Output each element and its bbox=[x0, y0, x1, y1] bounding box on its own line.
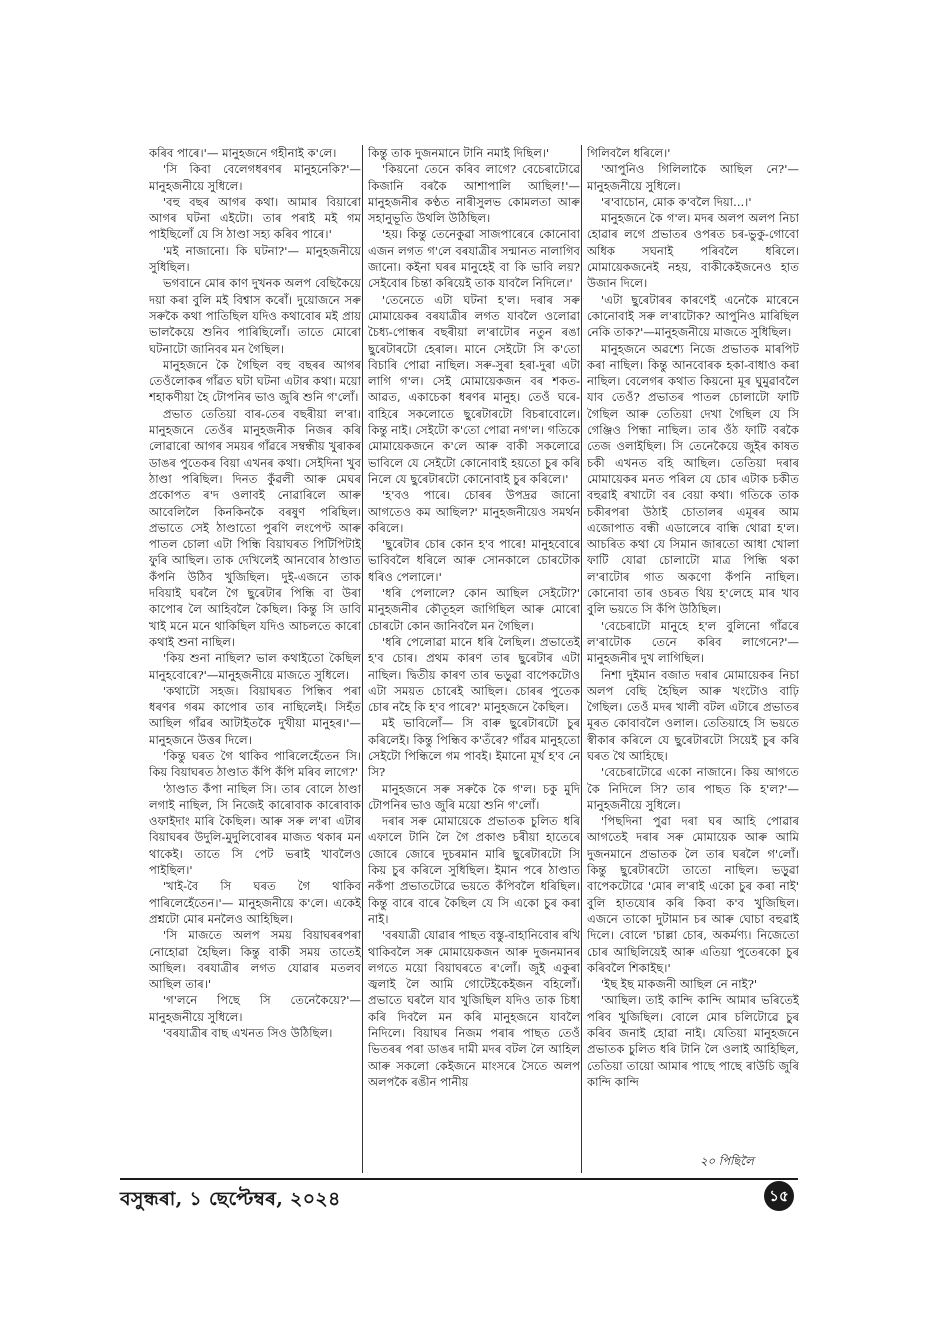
issue-date: ১ ছেপ্টেম্বৰ, ২০২৪ bbox=[189, 1188, 341, 1210]
paragraph: 'মই নাজানো। কি ঘটনা?'— মানুহজনীয়ে সুধিছিল। bbox=[149, 243, 361, 275]
paragraph: 'কিয় শুনা নাছিল? ভাল কথাইতো কৈছিল মানুহবোৰে?'—মানুহজনীয়ে মাজতে সুধিলে। bbox=[149, 651, 361, 682]
paragraph: 'পিছদিনা পুৱা দৰা ঘৰ আহি পোৱাৰ আগতেই দৰাৰ সৰু মোমায়েক আৰু আমি দুজনমানে প্ৰভাতক লৈ তাৰ ঘৰলৈ গ'লোঁ। কিন্তু ছুৰেটাৰটো তাতো নাছিল। ভড়ুৱা বাপেকটোৱে 'মোৰ ল'ৰাই একো চুৰ কৰা নাই' বুলি হাতযোৰ কৰি কিবা ক'ব খুজিছিল। এজনে তাকো দুটামান চৰ আৰু ঘোচা বহুৱাই দিলে। বোলে 'চাল্লা চোৰ, অকৰ্মণ্য। নিজেতো চোৰ আছিলিয়েই আৰু এতিয়া পুতেৰকো চুৰ কৰিবলৈ শিকাইছ।' bbox=[587, 814, 799, 975]
continued-note: ২০ পিছিলৈ bbox=[700, 1154, 754, 1168]
paragraph: 'হয়। কিন্তু তেনেকুৱা সাজপাৰেৰে কোনোবা এজন লগত গ'লে বৰযাত্ৰীৰ সন্মানত নালাগিব জানো। কইনা ঘৰৰ মানুহেই বা কি ভাবি লয়? সেইবোৰ চিন্তা কৰিয়েই তাক যাবলৈ নিদিলে।' bbox=[368, 227, 580, 291]
text-column-1 bbox=[149, 145, 361, 1173]
footer-masthead bbox=[120, 1185, 341, 1217]
column-divider bbox=[362, 145, 363, 1173]
paragraph: মই ভাবিলোঁ— সি বাৰু ছুৰেটাৰটো চুৰ কৰিলেই। কিন্তু পিন্ধিব ক'তঁৰে? গাঁৱৰ মানুহতো সেইটো পিন্ধিলে গম পাবই। ইমানো মূৰ্খ হ'ব নে সি? bbox=[368, 716, 580, 780]
paragraph: 'এটা ছুৰেটাৰৰ কাৰণেই এনেকৈ মাৰেনে কোনোবাই সৰু ল'ৰাটোক? আপুনিও মাৰিছিল নেকি তাক?'—মানুহজনীয়ে মাজতে সুধিছিল। bbox=[587, 292, 799, 340]
paragraph: 'ইছ ইছ মাকজনী আছিল নে নাই?' bbox=[601, 977, 758, 992]
paragraph: 'বহু বছৰ আগৰ কথা। আমাৰ বিয়াৰো আগৰ ঘটনা এইটো। তাৰ পৰাই মই গম পাইছিলোঁ যে সি ঠাণ্ডা সহ্য কৰিব পাৰে।' bbox=[149, 194, 361, 242]
paragraph: 'ছুৰেটাৰ চোৰ কোন হ'ব পাৰে! মানুহবোৰে ভাবিবলৈ ধৰিলে আৰু সোনকালে চোৰটোক ধৰিও পেলালে।' bbox=[368, 537, 580, 584]
paragraph: কিন্তু তাক দুজনমানে টানি নমাই দিছিল।' bbox=[368, 146, 550, 160]
column-divider bbox=[581, 145, 582, 1173]
paragraph: কৰিব পাৰে।'— মানুহজনে গহীনাই ক'লে। bbox=[149, 146, 337, 160]
paragraph: 'কিন্তু ঘৰত গৈ থাকিব পাৰিলেহেঁতেন সি। কিয় বিয়াঘৰত ঠাণ্ডাত কঁপি কঁপি মৰিব লাগে?' bbox=[149, 748, 361, 780]
paragraph: 'আছিল। তাই কান্দি কান্দি আমাৰ ভৰিতেই পৰিব খুজিছিল। বোলে মোৰ চলিটোৱে চুৰ কৰিব জনাই হোৱা নাই। যেতিয়া মানুহজনে প্ৰভাতক চুলিত ধৰি টানি লৈ ওলাই আহিছিল, তেতিয়া তায়ো আমাৰ পাছে পাছে ৰাউচি জুৰি কান্দি কান্দি bbox=[587, 993, 799, 1089]
paragraph: নিশা দুইমান বজাত দৰাৰ মোমায়েকৰ নিচা অলপ বেছি হৈছিল আৰু খংটোও বাঢ়ি গৈছিল। তেওঁ মদৰ খালী বটল এটাৰে প্ৰভাতৰ মূৰত কোবাবলৈ ওলাল। তেতিয়াহে সি ভয়তে স্বীকাৰ কৰিলে যে ছুৰেটাৰটো সিয়েই চুৰ কৰি ঘৰত থৈ আহিছে। bbox=[587, 667, 799, 763]
paragraph: 'গ'লনে পিছে সি তেনেকৈয়ে?'— মানুহজনীয়ে সুধিলে। bbox=[149, 993, 361, 1024]
paragraph: 'ঠাণ্ডাত কঁপা নাছিল সি। তাৰ বোলে ঠাণ্ডা লগাই নাছিল, সি নিজেই কাৰোবাক কাৰোবাক ওফাইদাং মাৰি কৈছিল। আৰু সৰু ল'ৰা এটাৰ বিয়াঘৰৰ উদুলি-মুদুলিবোৰৰ মাজত থকাৰ মন থাকেই। তাতে সি পেট ভৰাই খাবলৈও পাইছিল।' bbox=[149, 781, 361, 878]
paragraph: 'বেচেৰাটো মানুহে হ'ল বুলিনো গাঁৱৰে ল'ৰাটোক তেনে কৰিব লাগেনে?'— মানুহজনীৰ দুখ লাগিছিল। bbox=[587, 618, 799, 666]
paragraph: 'কিয়নো তেনে কৰিব লাগে? বেচেৰাটোৱে কিজানি বৰকৈ আশাপালি আছিল!'— মানুহজনীৰ কণ্ঠত নাৰীসুলভ কোমলতা আৰু সহানুভূতি উথলি উঠিছিল। bbox=[368, 162, 580, 226]
paragraph: ভগবানে মোৰ কাণ দুখনক অলপ বেছিকৈয়ে দয়া কৰা বুলি মই বিশ্বাস কৰোঁ। দুয়োজনে সৰু সৰুকৈ কথা পাতিছিল যদিও কথাবোৰ মই প্ৰায় ভালকৈয়ে শুনিব পাৰিছিলোঁ। তাতে মোৰো ঘটনাটো জানিবৰ মন গৈছিল। bbox=[149, 276, 361, 356]
paragraph: 'ধৰি পেলালে? কোন আছিল সেইটো?' মানুহজনীৰ কৌতূহল জাগিছিল আৰু মোৰো চোৰটো কোন জানিবলৈ মন গৈছিল। bbox=[368, 586, 580, 633]
paragraph: 'ধৰি পেলোৱা মানে ধৰি লৈছিল। প্ৰভাতেই হ'ব চোৰ। প্ৰথম কাৰণ তাৰ ছুৰেটাৰ এটা নাছিল। দ্বিতীয় কাৰণ তাৰ ভড়ুৱা বাপেকটোও এটা সময়ত চোৰেই আছিল। চোৰৰ পুতেক চোৰ নহৈ কি হ'ব পাৰে?' মানুহজনে কৈছিল। bbox=[368, 634, 580, 715]
paragraph: মানুহজনে সৰু সৰুকৈ কৈ গ'ল। চকু মুদি টোপনিৰ ভাও জুৰি ময়ো শুনি গ'লোঁ। bbox=[368, 781, 580, 812]
page-number: ১৫ bbox=[764, 1181, 794, 1211]
paragraph: 'সি মাজতে অলপ সময় বিয়াঘৰৰপৰা নোহোৱা হৈছিল। কিন্তু বাকী সময় তাতেই আছিল। বৰযাত্ৰীৰ লগত যোৱাৰ মতলব আছিল তাৰ।' bbox=[149, 928, 361, 992]
paragraph: মানুহজনে কৈ গৈছিল বহু বছৰৰ আগৰ তেওঁলোকৰ গাঁৱত ঘটা ঘটনা এটাৰ কথা। ময়ো শহাকণীয়া হৈ টোপনিৰ ভাও জুৰি শুনি গ'লোঁ। bbox=[149, 357, 361, 405]
text-column-2 bbox=[368, 145, 580, 1173]
paragraph: 'খাই-বৈ সি ঘৰত গৈ থাকিব পাৰিলেহেঁতেন।'— মানুহজনীয়ে ক'লে। একেই প্ৰশ্নটো মোৰ মনলৈও আহিছিল। bbox=[149, 879, 361, 926]
paragraph: 'কথাটো সহজ। বিয়াঘৰত পিন্ধিব পৰা ধৰণৰ গৰম কাপোৰ তাৰ নাছিলেই। সিহঁত আছিল গাঁৱৰ আটাইতকৈ দুখীয়া মানুহৰ।'— মানুহজনে উত্তৰ দিলে। bbox=[149, 683, 361, 747]
paragraph: মানুহজনে অৱশ্যে নিজে প্ৰভাতক মাৰপিট কৰা নাছিল। কিন্তু আনবোৰক হকা-বাধাও কৰা নাছিল। বেলেগৰ কথাত কিয়নো মূৰ ঘুমুৱাবলৈ যাব তেওঁ? প্ৰভাতৰ পাতল চোলাটো ফাটি গৈছিল আৰু তেতিয়া দেখা গৈছিল যে সি গেঞ্জিও পিন্ধা নাছিল। তাৰ ওঁঠ ফাটি বৰকৈ তেজ ওলাইছিল। সি তেনেকৈয়ে জুইৰ কাষত চকী এখনত বহি আছিল। তেতিয়া দৰাৰ মোমায়েকৰ মনত পৰিল যে চোৰ এটাক চকীত বহুৱাই ৰখাটো বৰ বেয়া কথা। গতিকে তাক চকীৰপৰা উঠাই চোতালৰ এমূৰৰ আম এজোপাত বন্ধী এডালেৰে বান্ধি থোৱা হ'ল। আচৰিত কথা যে সিমান জাৰতো আধা খোলা ফাটি যোৱা চোলাটো মাত্ৰ পিন্ধি থকা ল'ৰাটোৰ গাত অকণো কঁপনি নাছিল। কোনোবা তাৰ ওচৰত থিয় হ'লেহে মাৰ খাব বুলি ভয়তে সি কঁপি উঠিছিল। bbox=[587, 341, 799, 617]
paragraph: মানুহজনে কৈ গ'ল। মদৰ অলপ অলপ নিচা হোৱাৰ লগে প্ৰভাতৰ ওপৰত চৰ-ভুকু-গোবো অধিক সঘনাই পৰিবলৈ ধৰিলে। মোমায়েকজনেই নহয়, বাকীকেইজনেও হাত উজান দিলে। bbox=[587, 211, 799, 291]
paragraph: 'তেনেতে এটা ঘটনা হ'ল। দৰাৰ সৰু মোমায়েকৰ বৰযাত্ৰীৰ লগত যাবলৈ ওলোৱা চৈধ্য-পোন্ধৰ বছৰীয়া ল'ৰাটোৰ নতুন ৰঙা ছুৰেটাৰটো হেৰাল। মানে সেইটো সি ক'তো বিচাৰি পোৱা নাছিল। সৰু-সুৰা হৰা-দুৰা এটা লাগি গ'ল। সেই মোমায়েকজন বৰ শকত-আৱত, একাচেকা ধৰণৰ মানুহ। তেওঁ ঘৰে-বাহিৰে সকলোতে ছুৰেটাৰটো বিচৰাবোলে। কিন্তু নাই। সেইটো ক'তো পোৱা নগ'ল। গতিকে মোমায়েকজনে ক'লে আৰু বাকী সকলোৱে ভাবিলে যে সেইটো কোনোবাই হয়তো চুৰ কৰি নিলে যে ছুৰেটাৰটো কোনোবাই চুৰ কৰিলে।' bbox=[368, 292, 580, 486]
paragraph: দৰাৰ সৰু মোমায়েকে প্ৰভাতক চুলিত ধৰি এফালে টানি লৈ গৈ প্ৰকাণ্ড চৰীয়া হাতেৰে জোৰে জোৰে দুচৰমান মাৰি ছুৰেটাৰটো সি কিয় চুৰ কৰিলে সুধিছিল। ইমান পৰে ঠাণ্ডাত নকঁপা প্ৰভাতটোৱে ভয়তে কঁপিবলৈ ধৰিছিল। কিন্তু বাৰে বাৰে কৈছিল যে সি একো চুৰ কৰা নাই। bbox=[368, 814, 580, 926]
paragraph: 'বৰযাত্ৰী যোৱাৰ পাছত বস্তু-বাহানিবোৰ ৰখি থাকিবলৈ সৰু মোমায়েকজন আৰু দুজনমানৰ লগতে ময়ো বিয়াঘৰতে ৰ'লোঁ। জুই একুৰা জ্বলাই লৈ আমি গোটেইকেইজন বহিলোঁ। প্ৰভাতে ঘৰলৈ যাব খুজিছিল যদিও তাক চিধা কৰি দিবলৈ মন কৰি মানুহজনে যাবলৈ নিদিলে। বিয়াঘৰ নিজম পৰাৰ পাছত তেওঁ ভিতৰৰ পৰা ডাঙৰ দামী মদৰ বটল লৈ আহিল আৰু সকলো কেইজনে মাংসৰে সৈতে অলপ অলপকৈ ৰঙীন পানীয় bbox=[368, 928, 580, 1089]
paragraph: গিলিবলৈ ধৰিলে।' bbox=[587, 146, 671, 160]
paragraph: 'হ'বও পাৰে। চোৰৰ উপদ্ৰৱ জানো আগতেও কম আছিল?' মানুহজনীয়েও সমৰ্থন কৰিলে। bbox=[368, 488, 580, 535]
paragraph: 'ৰ'বাচোন, মোক ক'বলৈ দিয়া...।' bbox=[601, 194, 752, 209]
footer-rule bbox=[120, 1178, 798, 1180]
paragraph: 'সি কিবা বেলেগধৰণৰ মানুহনেকি?'— মানুহজনীয়ে সুধিলে। bbox=[149, 162, 361, 193]
magazine-name: বসুন্ধৰা, bbox=[120, 1188, 183, 1210]
paragraph: 'আপুনিও গিলিলাকৈ আছিল নে?'— মানুহজনীয়ে সুধিলে। bbox=[587, 162, 799, 193]
text-column-3 bbox=[587, 145, 799, 1173]
paragraph: প্ৰভাত তেতিয়া বাৰ-তেৰ বছৰীয়া ল'ৰা। মানুহজনে তেওঁৰ মানুহজনীক নিজৰ কৰি লোৱাৰো আগৰ সময়ৰ গাঁৱৰে সম্বন্ধীয় খুৰাকৰ ডাঙৰ পুতেকৰ বিয়া এখনৰ কথা। সেইদিনা খুব ঠাণ্ডা পৰিছিল। দিনত কুঁৱলী আৰু মেঘৰ প্ৰকোপত ৰ'দ ওলাবই নোৱাৰিলে আৰু আবেলিলৈ কিনকিনকৈ বৰষুণ পৰিছিল। প্ৰভাতে সেই ঠাণ্ডাতো পুৰণি লংপেণ্ট আৰু পাতল চোলা এটা পিন্ধি বিয়াঘৰত পিটিপিটাই ফুৰি আছিল। তাক দেখিলেই আনবোৰ ঠাণ্ডাত কঁপনি উঠিব খুজিছিল। দুই-এজনে তাক দবিয়াই ঘৰলৈ গৈ ছুৰেটাৰ পিন্ধি বা উৰা কাপোৰ লৈ আহিবলৈ কৈছিল। কিন্তু সি ডাবি খাই মনে মনে থাকিছিল যদিও আচলতে কাৰো কথাই শুনা নাছিল। bbox=[149, 406, 361, 649]
paragraph: 'বেচেৰাটোৱে একো নাজানে। কিয় আগতে কৈ নিদিলে সি? তাৰ পাছত কি হ'ল?'— মানুহজনীয়ে সুধিলে। bbox=[587, 765, 799, 812]
paragraph: 'বৰযাত্ৰীৰ বাছ এখনত সিও উঠিছিল। bbox=[163, 1026, 333, 1041]
